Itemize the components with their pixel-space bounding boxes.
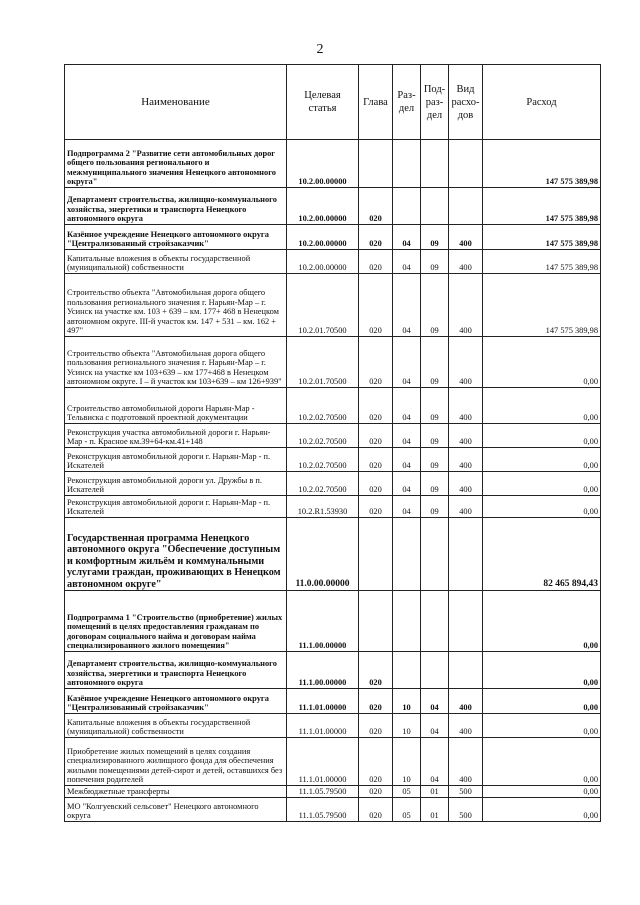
row-expense-type [449, 652, 483, 689]
row-target: 10.2.02.70500 [287, 472, 359, 496]
row-section: 04 [393, 225, 421, 250]
row-target: 10.2.00.00000 [287, 188, 359, 225]
row-section: 04 [393, 448, 421, 472]
table-row [65, 714, 601, 738]
page-number: 2 [316, 42, 324, 57]
table-row [65, 689, 601, 714]
header-name: Наименование [65, 65, 287, 140]
row-expense-type: 400 [449, 714, 483, 738]
header-section: Раз-дел [393, 65, 421, 140]
row-expense-type: 400 [449, 472, 483, 496]
row-chapter [359, 591, 393, 652]
row-chapter: 020 [359, 786, 393, 798]
row-name: Капитальные вложения в объекты государственной (муниципальной) собственности [65, 714, 287, 738]
row-amount: 0,00 [483, 714, 601, 738]
row-chapter: 020 [359, 274, 393, 337]
row-target: 10.2.00.00000 [287, 250, 359, 274]
row-target: 10.2.02.70500 [287, 424, 359, 448]
row-section [393, 518, 421, 591]
row-section: 04 [393, 274, 421, 337]
table-row [65, 652, 601, 689]
row-amount: 0,00 [483, 689, 601, 714]
row-subsection: 09 [421, 337, 449, 388]
row-chapter: 020 [359, 188, 393, 225]
table-row [65, 225, 601, 250]
row-amount: 0,00 [483, 448, 601, 472]
row-name: Строительство автомобильной дороги Нарьян-Мар - Тельвиска с подготовкой проектной документации [65, 388, 287, 424]
row-section: 05 [393, 798, 421, 822]
row-section: 04 [393, 496, 421, 518]
header-amount: Расход [483, 65, 601, 140]
row-chapter: 020 [359, 798, 393, 822]
row-expense-type: 400 [449, 689, 483, 714]
row-section [393, 188, 421, 225]
row-expense-type: 400 [449, 274, 483, 337]
row-target: 11.1.01.00000 [287, 738, 359, 786]
row-target: 11.1.00.00000 [287, 652, 359, 689]
row-amount: 0,00 [483, 424, 601, 448]
row-subsection: 04 [421, 689, 449, 714]
table-row [65, 518, 601, 591]
row-expense-type: 400 [449, 250, 483, 274]
row-target: 11.0.00.00000 [287, 518, 359, 591]
row-name: Строительство объекта "Автомобильная дорога общего пользования регионального значения г. Нарьян-Мар – г. Усинск на участке км. 103 + 639 – км. 177+ 468 в Ненецком автономном округе. III-й участок км. 147 + 531 – км. 162 + 497" [65, 274, 287, 337]
row-section: 10 [393, 689, 421, 714]
table-row [65, 188, 601, 225]
row-amount: 147 575 389,98 [483, 188, 601, 225]
row-section: 04 [393, 388, 421, 424]
row-name: Подпрограмма 1 "Строительство (приобретение) жилых помещений в целях предоставления гражданам по договорам социального найма и договорам найма специализированного жилого помещения" [65, 591, 287, 652]
table-row [65, 388, 601, 424]
row-section [393, 140, 421, 188]
table-row [65, 786, 601, 798]
row-subsection: 01 [421, 786, 449, 798]
row-target: 11.1.05.79500 [287, 798, 359, 822]
row-section: 04 [393, 472, 421, 496]
row-target: 11.1.05.79500 [287, 786, 359, 798]
row-expense-type [449, 140, 483, 188]
row-chapter [359, 140, 393, 188]
header-target: Целевая статья [287, 65, 359, 140]
row-chapter: 020 [359, 424, 393, 448]
row-amount: 147 575 389,98 [483, 250, 601, 274]
row-subsection: 09 [421, 274, 449, 337]
row-name: МО "Колгуевский сельсовет" Ненецкого автономного округа [65, 798, 287, 822]
table-row [65, 496, 601, 518]
row-chapter: 020 [359, 738, 393, 786]
row-chapter: 020 [359, 496, 393, 518]
row-expense-type: 400 [449, 225, 483, 250]
row-target: 10.2.00.00000 [287, 225, 359, 250]
table-row [65, 448, 601, 472]
row-expense-type: 400 [449, 496, 483, 518]
header-expense-type: Вид расхо-дов [449, 65, 483, 140]
row-section: 04 [393, 250, 421, 274]
row-expense-type [449, 188, 483, 225]
row-amount: 0,00 [483, 798, 601, 822]
row-subsection: 09 [421, 472, 449, 496]
row-section: 05 [393, 786, 421, 798]
row-chapter: 020 [359, 388, 393, 424]
row-amount: 0,00 [483, 388, 601, 424]
row-name: Реконструкция автомобильной дороги ул. Дружбы в п. Искателей [65, 472, 287, 496]
row-subsection [421, 591, 449, 652]
row-chapter [359, 518, 393, 591]
row-target: 11.1.01.00000 [287, 689, 359, 714]
row-expense-type [449, 518, 483, 591]
table-row [65, 274, 601, 337]
row-name: Реконструкция автомобильной дороги г. Нарьян-Мар - п. Искателей [65, 496, 287, 518]
row-target: 11.1.00.00000 [287, 591, 359, 652]
row-target: 11.1.01.00000 [287, 714, 359, 738]
row-name: Подпрограмма 2 "Развитие сети автомобильных дорог общего пользования регионального и межмуниципального значения Ненецкого автономного округа" [65, 140, 287, 188]
row-chapter: 020 [359, 714, 393, 738]
row-expense-type: 400 [449, 388, 483, 424]
row-target: 10.2.01.70500 [287, 274, 359, 337]
row-subsection: 04 [421, 714, 449, 738]
row-chapter: 020 [359, 250, 393, 274]
row-subsection: 09 [421, 388, 449, 424]
row-subsection [421, 518, 449, 591]
row-chapter: 020 [359, 448, 393, 472]
row-section: 10 [393, 714, 421, 738]
row-subsection: 09 [421, 250, 449, 274]
row-chapter: 020 [359, 652, 393, 689]
row-chapter: 020 [359, 225, 393, 250]
table-row [65, 591, 601, 652]
header-chapter: Глава [359, 65, 393, 140]
row-target: 10.2.02.70500 [287, 448, 359, 472]
row-amount: 147 575 389,98 [483, 140, 601, 188]
row-section [393, 652, 421, 689]
row-expense-type: 400 [449, 738, 483, 786]
row-target: 10.2.R1.53930 [287, 496, 359, 518]
row-chapter: 020 [359, 337, 393, 388]
row-section: 04 [393, 424, 421, 448]
row-expense-type: 500 [449, 798, 483, 822]
table-row [65, 472, 601, 496]
row-name: Приобретение жилых помещений в целях создания специализированного жилищного фонда для обеспечения жилыми помещениями детей-сирот и детей, оставшихся без попечения родителей [65, 738, 287, 786]
row-chapter: 020 [359, 689, 393, 714]
table-row [65, 337, 601, 388]
row-section [393, 591, 421, 652]
row-amount: 0,00 [483, 472, 601, 496]
row-target: 10.2.01.70500 [287, 337, 359, 388]
row-expense-type [449, 591, 483, 652]
row-name: Реконструкция участка автомобильной дороги г. Нарьян-Мар - п. Красное км.39+64-км.41+148 [65, 424, 287, 448]
row-name: Казённое учреждение Ненецкого автономного округа "Централизованный стройзаказчик" [65, 225, 287, 250]
row-name: Реконструкция автомобильной дороги г. Нарьян-Мар - п. Искателей [65, 448, 287, 472]
row-amount: 147 575 389,98 [483, 225, 601, 250]
row-expense-type: 400 [449, 424, 483, 448]
row-name: Казённое учреждение Ненецкого автономного округа "Централизованный стройзаказчик" [65, 689, 287, 714]
budget-table [64, 64, 601, 822]
row-amount: 147 575 389,98 [483, 274, 601, 337]
row-amount: 0,00 [483, 738, 601, 786]
row-target: 10.2.00.00000 [287, 140, 359, 188]
table-row [65, 738, 601, 786]
table-row [65, 424, 601, 448]
row-name: Департамент строительства, жилищно-коммунального хозяйства, энергетики и транспорта Ненецкого автономного округа [65, 652, 287, 689]
row-expense-type: 400 [449, 337, 483, 388]
table-header-row [65, 65, 601, 140]
row-amount: 0,00 [483, 496, 601, 518]
row-name: Государственная программа Ненецкого автономного округа "Обеспечение доступным и комфортным жильём и коммунальными услугами граждан, проживающих в Ненецком автономном округе" [65, 518, 287, 591]
row-amount: 0,00 [483, 786, 601, 798]
row-subsection: 09 [421, 225, 449, 250]
row-expense-type: 400 [449, 448, 483, 472]
row-subsection: 04 [421, 738, 449, 786]
row-subsection [421, 652, 449, 689]
row-name: Строительство объекта "Автомобильная дорога общего пользования регионального значения г. Нарьян-Мар – г. Усинск на участке км 103+639 – км 177+468 в Ненецком автономном округе. I – й участок км 103+639 – км 126+939" [65, 337, 287, 388]
row-section: 04 [393, 337, 421, 388]
row-name: Капитальные вложения в объекты государственной (муниципальной) собственности [65, 250, 287, 274]
row-expense-type: 500 [449, 786, 483, 798]
row-subsection: 09 [421, 496, 449, 518]
row-name: Межбюджетные трансферты [65, 786, 287, 798]
row-section: 10 [393, 738, 421, 786]
row-subsection: 01 [421, 798, 449, 822]
row-subsection [421, 188, 449, 225]
row-chapter: 020 [359, 472, 393, 496]
row-subsection: 09 [421, 448, 449, 472]
header-subsection: Под-раз-дел [421, 65, 449, 140]
row-amount: 0,00 [483, 337, 601, 388]
row-amount: 0,00 [483, 591, 601, 652]
row-amount: 82 465 894,43 [483, 518, 601, 591]
row-subsection [421, 140, 449, 188]
row-name: Департамент строительства, жилищно-коммунального хозяйства, энергетики и транспорта Ненецкого автономного округа [65, 188, 287, 225]
row-target: 10.2.02.70500 [287, 388, 359, 424]
row-amount: 0,00 [483, 652, 601, 689]
row-subsection: 09 [421, 424, 449, 448]
table-row [65, 140, 601, 188]
table-row [65, 798, 601, 822]
table-row [65, 250, 601, 274]
